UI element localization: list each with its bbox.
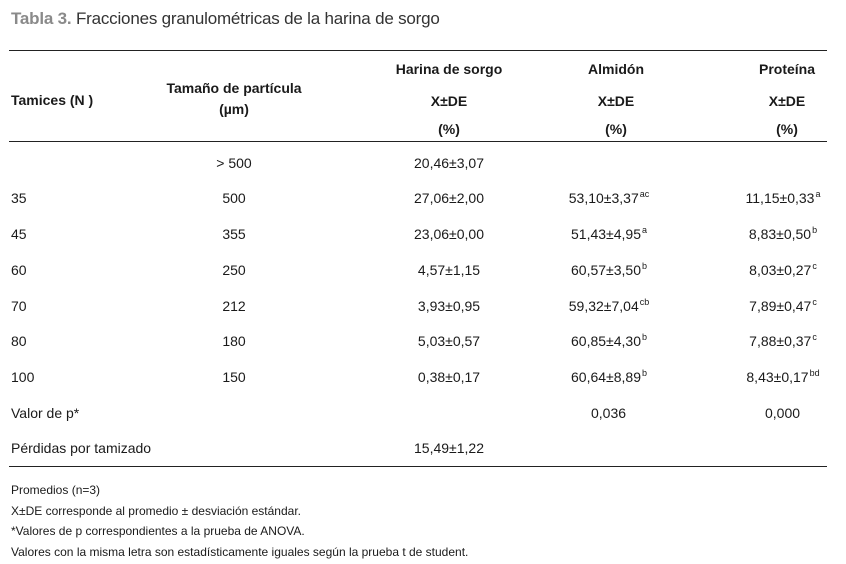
caption-label: Tabla 3. (11, 9, 72, 28)
cell-proteina-letter: c (812, 297, 817, 307)
cell-tamano-value: 355 (222, 226, 246, 242)
cell-almidon (571, 262, 647, 280)
cell-tamano (222, 262, 245, 278)
cell-almidon (571, 226, 647, 244)
caption-text: Fracciones granulométricas de la harina de sorgo (75, 9, 440, 28)
cell-tamano-value: 150 (222, 369, 246, 385)
cell-tamiz-value: 80 (11, 333, 27, 349)
cell-tamiz (11, 440, 151, 456)
cell-tamiz-value: Pérdidas por tamizado (11, 440, 152, 456)
cell-almidon-letter: a (641, 225, 647, 235)
cell-harina (414, 155, 484, 171)
top-rule (9, 50, 827, 51)
cell-almidon (591, 405, 627, 423)
cell-proteina-value: 7,88±0,37 (749, 333, 812, 349)
cell-proteina-value: 8,43±0,17 (746, 369, 809, 385)
cell-tamiz (11, 226, 27, 242)
cell-harina-value: 20,46±3,07 (414, 155, 484, 171)
cell-harina-value: 0,38±0,17 (417, 369, 481, 385)
cell-proteina-letter: c (812, 261, 817, 271)
cell-harina (418, 333, 480, 349)
cell-proteina (749, 298, 817, 316)
header-almidon-unit: (%) (605, 121, 627, 137)
cell-proteina (746, 369, 819, 387)
cell-tamano-value: > 500 (216, 155, 252, 171)
cell-tamano-value: 212 (222, 298, 246, 314)
cell-harina (418, 298, 480, 314)
header-rule (9, 141, 827, 142)
cell-almidon-letter: b (641, 261, 647, 271)
cell-tamiz (11, 298, 27, 314)
cell-almidon (609, 155, 610, 173)
cell-proteina-letter: bd (809, 368, 820, 378)
cell-tamano (222, 226, 245, 242)
cell-almidon (571, 369, 647, 387)
bottom-rule (9, 466, 827, 467)
cell-proteina-letter: b (812, 225, 818, 235)
cell-harina-value: 23,06±0,00 (414, 226, 484, 242)
cell-almidon-value: 60,57±3,50 (571, 262, 641, 278)
cell-proteina (765, 405, 801, 423)
header-proteina-stat: X±DE (768, 93, 806, 109)
header-harina-stat: X±DE (430, 93, 468, 109)
cell-harina-value: 4,57±1,15 (417, 262, 481, 278)
header-proteina-unit: (%) (776, 121, 798, 137)
cell-proteina-value: 8,03±0,27 (749, 262, 812, 278)
cell-almidon-letter: b (641, 332, 647, 342)
cell-tamano-value: 180 (222, 333, 246, 349)
header-tamano-line2: (µm) (219, 101, 249, 117)
cell-tamano (222, 298, 245, 314)
cell-harina (414, 226, 484, 242)
cell-tamano (222, 369, 245, 385)
note-line: Promedios (n=3) (11, 483, 101, 497)
cell-almidon-value: 53,10±3,37 (568, 190, 639, 206)
cell-harina (414, 440, 484, 456)
cell-proteina-value: 8,83±0,50 (748, 226, 812, 242)
cell-tamano-value: 500 (222, 190, 246, 206)
cell-almidon-letter: cb (639, 297, 650, 307)
header-almidon-stat: X±DE (597, 93, 635, 109)
cell-proteina (749, 333, 817, 351)
cell-proteina (749, 226, 817, 244)
cell-almidon (569, 190, 649, 208)
cell-tamiz-value: 45 (11, 226, 27, 242)
header-harina-unit: (%) (438, 121, 460, 137)
cell-proteina-value: 7,89±0,47 (749, 298, 812, 314)
cell-proteina-value: 0,000 (764, 405, 801, 421)
cell-almidon-value: 0,036 (590, 405, 627, 421)
cell-almidon (609, 440, 610, 458)
cell-almidon-letter: b (641, 368, 647, 378)
cell-proteina-letter: a (815, 189, 821, 199)
cell-almidon-value: 60,85±4,30 (571, 333, 641, 349)
cell-harina (418, 262, 480, 278)
cell-proteina-value: 11,15±0,33 (745, 190, 815, 206)
cell-almidon-value: 51,43±4,95 (571, 226, 641, 242)
cell-tamiz-value: 100 (11, 369, 35, 385)
cell-proteina (783, 440, 784, 458)
cell-tamiz (11, 333, 27, 349)
table-notes (11, 480, 468, 562)
cell-tamano (222, 190, 245, 206)
cell-tamiz-value: Valor de p* (11, 405, 80, 421)
cell-harina (418, 369, 480, 385)
cell-harina (414, 190, 484, 206)
cell-tamiz (11, 405, 79, 421)
cell-almidon-value: 59,32±7,04 (568, 298, 639, 314)
cell-tamiz-value: 35 (11, 190, 27, 206)
cell-tamiz (11, 190, 27, 206)
header-proteina: Proteína (758, 61, 816, 77)
cell-almidon (569, 298, 649, 316)
cell-harina-value: 3,93±0,95 (417, 298, 481, 314)
table-caption (11, 9, 440, 29)
cell-tamiz-value: 60 (11, 262, 27, 278)
header-harina: Harina de sorgo (395, 61, 503, 77)
cell-tamiz (11, 369, 34, 385)
cell-proteina-letter: c (812, 332, 817, 342)
cell-harina-value: 15,49±1,22 (414, 440, 484, 456)
cell-proteina (783, 155, 784, 173)
cell-tamiz (11, 262, 27, 278)
note-line: *Valores de p correspondientes a la prueba de ANOVA. (11, 524, 305, 538)
header-almidon: Almidón (588, 61, 644, 77)
note-line: Valores con la misma letra son estadísticamente iguales según la prueba t de student. (11, 544, 469, 559)
cell-tamiz-value: 70 (11, 298, 27, 314)
cell-harina-value: 27,06±2,00 (414, 190, 484, 206)
cell-tamano-value: 250 (222, 262, 246, 278)
cell-almidon (571, 333, 647, 351)
cell-proteina (746, 190, 821, 208)
header-tamano-line1: Tamaño de partícula (166, 80, 302, 96)
cell-tamano (222, 333, 245, 349)
note-line: X±DE corresponde al promedio ± desviación estándar. (11, 503, 301, 518)
cell-proteina (749, 262, 817, 280)
cell-almidon-value: 60,64±8,89 (571, 369, 641, 385)
cell-almidon-letter: ac (639, 189, 650, 199)
header-tamices: Tamices (N ) (11, 92, 94, 108)
cell-tamano (216, 155, 251, 171)
cell-harina-value: 5,03±0,57 (417, 333, 481, 349)
